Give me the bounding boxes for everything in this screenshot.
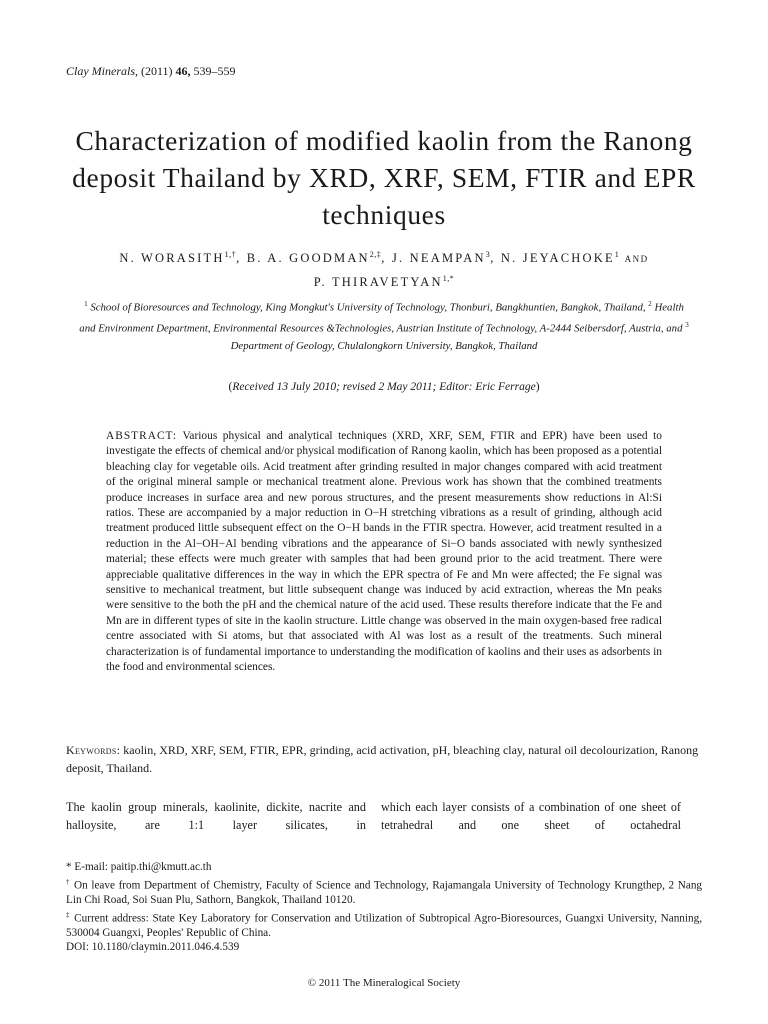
abstract-label: ABSTRACT: [106, 430, 178, 442]
affiliation-mark: 2 [648, 300, 652, 308]
copyright-notice: © 2011 The Mineralogical Society [307, 977, 461, 989]
author-name: N. JEYACHOKE [500, 251, 615, 266]
keywords-text: kaolin, XRD, XRF, SEM, FTIR, EPR, grinding, acid activation, pH, bleaching clay, natural oil decolourization, Ranong deposit, Thailand. [66, 743, 699, 775]
abstract-text: Various physical and analytical techniques (XRD, XRF, SEM, FTIR and EPR) have been used to investigate the effects of chemical and/or physical modification of Ranong kaolin, which has been proposed as a potential bleaching clay for vegetable oils. Acid treatment after grinding resulted in major changes compared with acid treatment of the original mineral sample or mechanical treatment alone. Previous work has shown that the combined treatments produce increases in surface area and new porous structures, and the present measurements show reductions in Al:Si ratios. These are accompanied by a major reduction in O−H stretching vibrations as a result of grinding, although acid treatment produced little subsequent effect on the O−H bands in the FTIR spectra. However, acid treatment resulted in a reduction in the Al−OH−Al bending vibrations and the appearance of Si−O bands associated with newly synthesized material; these effects were much greater with samples that had been ground prior to the acid treatment. There were appreciable qualitative differences in the way in which the EPR spectra of Fe and Mn were affected; the Fe signal was sensitive to mechanical treatment, but little subsequent change was induced by acid extraction, whereas the Mn peaks were sensitive to the both the pH and the chemical nature of the acid used. These results therefore indicate that the Fe and Mn are in different types of site in the kaolin structure. Little change was observed in the main oxygen-based free radical centre associated with Si atoms, but that associated with Al was lost as a result of the treatments. Such mineral characterization is of fundamental importance to understanding the modification of kaolins and their uses as adsorbents in the food and environmental sciences. [106, 430, 662, 674]
author-name: B. A. GOODMAN [246, 251, 370, 266]
keywords-label: Keywords: [66, 743, 121, 757]
journal-pages: 539–559 [193, 64, 236, 78]
received-dates: (Received 13 July 2010; revised 2 May 2011; Editor: Eric Ferrage) [228, 381, 540, 393]
keywords [66, 741, 702, 777]
abstract [106, 429, 662, 676]
affiliation-2: Health and Environment Department, Environmental Resources &Technologies, Austrian Institute of Technology, A-2444 Seibersdorf, Austria, and [79, 301, 684, 335]
affiliation-mark: 1 [84, 300, 88, 308]
author-list: N. $WORASITH^{1,\dagger}$, B. A. $GOODMAN^{2,\ddagger}$, J. NEAMPAN$^3$, N. JEYACHOKE$^1$ AND P. $THIRAVETYAN^{1,*}$ [119, 250, 649, 290]
journal-year: (2011) [141, 64, 173, 78]
footnote-dagger [66, 875, 702, 908]
footnote-text: Current address: State Key Laboratory for Conservation and Utilization of Subtropical Agro-Bioresources, Guangxi University, Nanning, 530004 Guangxi, Peoples' Republic of China. [66, 912, 702, 939]
journal-name: Clay Minerals, [66, 64, 138, 78]
affiliation-3: Department of Geology, Chulalongkorn University, Bangkok, Thailand [230, 340, 538, 353]
author-affiliation-mark: 2,‡ [369, 250, 382, 259]
received-text: Received 13 July 2010; revised 2 May 2011; Editor: Eric Ferrage [232, 381, 536, 393]
body-column-right: which each layer consists of a combination of one sheet of tetrahedral and one sheet of octahedral [381, 800, 681, 832]
author-affiliation-mark: 1 [614, 250, 620, 259]
affiliation-mark: 3 [685, 321, 689, 330]
footnote-text: On leave from Department of Chemistry, Faculty of Science and Technology, Rajamangala University of Technology Krungthep, 2 Nang Lin Chi Road, Soi Suan Plu, Sathorn, Bangkok, Thailand 10120. [66, 879, 703, 906]
body-column-left: The kaolin group minerals, kaolinite, dickite, nacrite and halloysite, are 1:1 layer silicates, in [66, 800, 366, 832]
journal-citation [66, 64, 236, 79]
author-conjunction: AND [624, 254, 649, 265]
author-affiliation-mark: 3 [485, 250, 491, 259]
author-affiliation-mark: 1,† [224, 250, 237, 259]
author-affiliation-mark: 1,* [442, 274, 455, 284]
journal-volume: 46, [175, 64, 191, 78]
footnote-email [66, 860, 702, 875]
paper-title: Characterization of modified kaolin from the Ranong deposit Thailand by XRD, XRF, SEM, FTIR and EPR techniques [72, 125, 696, 230]
affiliation-1: School of Bioresources and Technology, King Mongkut's University of Technology, Thonburi, Bangkhuntien, Bangkok, Thailand, [90, 301, 646, 314]
footnote-text: E-mail: paitip.thi@kmutt.ac.th [74, 861, 212, 873]
footnote-mark: † [66, 877, 71, 886]
affiliations [78, 296, 690, 356]
author-name: N. WORASITH [119, 251, 225, 266]
footnotes [66, 860, 702, 955]
footnote-mark: ‡ [66, 910, 71, 919]
author-name: J. NEAMPAN [391, 251, 486, 266]
footnote-mark: * [66, 861, 72, 873]
doi: DOI: 10.1180/claymin.2011.046.4.539 [66, 941, 240, 954]
author-name: P. THIRAVETYAN [313, 275, 443, 290]
footnote-double-dagger [66, 908, 702, 941]
